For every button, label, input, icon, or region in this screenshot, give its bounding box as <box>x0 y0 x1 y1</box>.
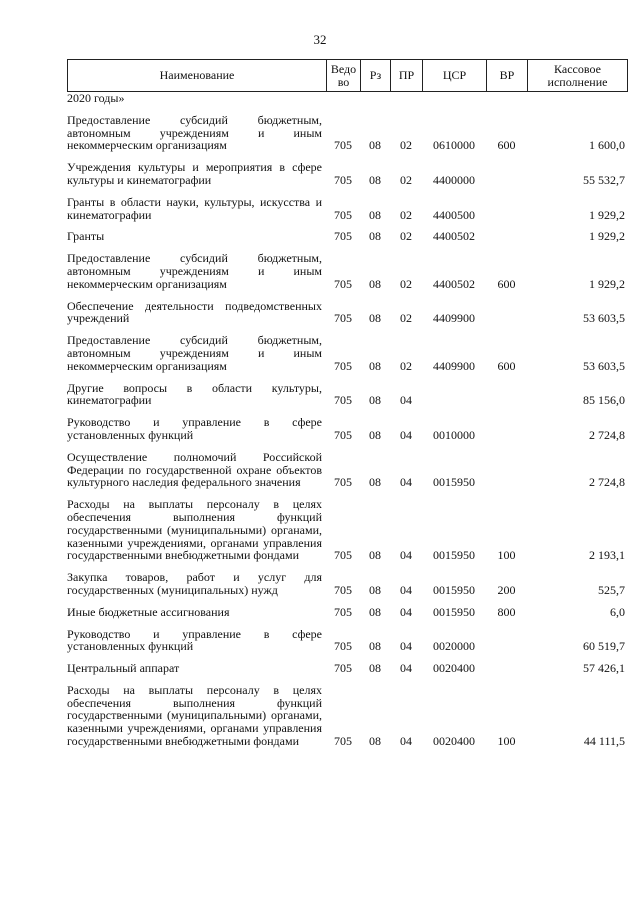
table-row <box>67 243 627 290</box>
page-number: 32 <box>313 32 327 47</box>
header-rz: Рз <box>361 60 391 92</box>
row-rz: 08 <box>369 734 381 749</box>
header-vr: ВР <box>487 60 528 92</box>
row-ved: 705 <box>334 229 352 244</box>
row-pr: 02 <box>400 358 412 373</box>
row-pr: 04 <box>400 604 412 619</box>
row-ved: 705 <box>334 276 352 291</box>
row-ved: 705 <box>334 639 352 654</box>
table-row <box>67 373 627 408</box>
row-rz: 08 <box>369 229 381 244</box>
table-row <box>67 619 627 654</box>
row-sum: 53 603,5 <box>583 311 626 326</box>
row-pr: 02 <box>400 229 412 244</box>
row-sum: 525,7 <box>598 582 626 597</box>
row-vr: 800 <box>497 604 516 619</box>
table-row <box>67 407 627 442</box>
table-row <box>67 221 627 243</box>
row-name: Гранты <box>67 229 105 244</box>
row-sum: 1 929,2 <box>589 207 626 222</box>
row-csr: 4400502 <box>433 276 475 291</box>
row-csr: 4409900 <box>433 358 475 373</box>
row-sum: 1 929,2 <box>589 276 626 291</box>
row-rz: 08 <box>369 604 381 619</box>
row-rz: 08 <box>369 427 381 442</box>
header-pr: ПР <box>391 60 423 92</box>
row-sum: 44 111,5 <box>583 734 626 749</box>
row-name: Иные бюджетные ассигнования <box>67 604 230 619</box>
row-csr: 0015950 <box>433 548 475 563</box>
row-pr: 04 <box>400 393 412 408</box>
row-ved: 705 <box>334 548 352 563</box>
row-csr: 4400502 <box>433 229 475 244</box>
table-row <box>67 562 627 597</box>
row-sum: 1 600,0 <box>589 138 626 153</box>
row-pr: 04 <box>400 582 412 597</box>
row-ved: 705 <box>334 661 352 676</box>
row-ved: 705 <box>334 393 352 408</box>
row-name: Гранты в области науки, культуры, искусства и кинематографии <box>67 194 322 222</box>
row-sum: 57 426,1 <box>583 661 626 676</box>
row-vr <box>486 221 527 243</box>
row-rz: 08 <box>369 639 381 654</box>
row-vr <box>486 619 527 654</box>
row-ved: 705 <box>334 604 352 619</box>
budget-table <box>67 92 627 748</box>
row-rz: 08 <box>369 393 381 408</box>
row-pr: 04 <box>400 475 412 490</box>
continuation-text: 2020 годы» <box>67 91 125 105</box>
row-rz: 08 <box>369 207 381 222</box>
row-sum: 85 156,0 <box>583 393 626 408</box>
row-csr: 0020400 <box>433 734 475 749</box>
row-name: Предоставление субсидий бюджетным, автономным учреждениям и иным некоммерческим организациям <box>67 112 322 153</box>
row-name: Центральный аппарат <box>67 661 180 676</box>
row-name: Другие вопросы в области культуры, кинематографии <box>67 380 322 408</box>
row-rz: 08 <box>369 548 381 563</box>
row-name: Расходы на выплаты персоналу в целях обеспечения выполнения функций государственными (муниципальными) органами, казенными учреждениями, органами управления государственными внебюджетными фондами <box>67 682 322 749</box>
row-vr: 600 <box>497 358 516 373</box>
row-sum: 53 603,5 <box>583 358 626 373</box>
row-vr <box>486 187 527 222</box>
row-vr <box>486 373 527 408</box>
row-name: Закупка товаров, работ и услуг для государственных (муниципальных) нужд <box>67 570 322 597</box>
row-pr: 04 <box>400 639 412 654</box>
row-csr: 0610000 <box>433 138 475 153</box>
table-row <box>67 597 627 619</box>
row-vr <box>486 653 527 675</box>
row-vr: 600 <box>497 138 516 153</box>
row-vr: 100 <box>497 734 516 749</box>
row-csr: 4400500 <box>433 207 475 222</box>
table-header <box>67 59 628 92</box>
row-name: Обеспечение деятельности подведомственных учреждений <box>67 298 322 326</box>
row-rz: 08 <box>369 661 381 676</box>
row-csr <box>422 373 486 408</box>
row-rz: 08 <box>369 138 381 153</box>
table-row <box>67 442 627 489</box>
row-name: Осуществление полномочий Российской Федерации по государственной охране объектов культурного наследия федерального значения <box>67 449 322 490</box>
table-row <box>67 675 627 748</box>
row-rz: 08 <box>369 311 381 326</box>
row-sum: 6,0 <box>610 604 626 619</box>
row-rz: 08 <box>369 475 381 490</box>
row-vr <box>486 152 527 187</box>
table-row <box>67 653 627 675</box>
header-kass: Кассовое исполнение <box>528 60 628 92</box>
row-name: Руководство и управление в сфере установленных функций <box>67 415 322 442</box>
row-ved: 705 <box>334 427 352 442</box>
row-ved: 705 <box>334 734 352 749</box>
row-vr <box>486 442 527 489</box>
row-csr: 0015950 <box>433 582 475 597</box>
row-ved: 705 <box>334 207 352 222</box>
row-rz: 08 <box>369 172 381 187</box>
row-rz: 08 <box>369 358 381 373</box>
row-csr: 0020000 <box>433 639 475 654</box>
row-csr: 4400000 <box>433 172 475 187</box>
header-name: Наименование <box>68 60 327 92</box>
header-ved: Ведо во <box>327 60 361 92</box>
row-name: Предоставление субсидий бюджетным, автономным учреждениям и иным некоммерческим организациям <box>67 251 322 291</box>
row-sum: 55 532,7 <box>583 172 626 187</box>
row-ved: 705 <box>334 172 352 187</box>
row-name: Руководство и управление в сфере установленных функций <box>67 626 322 654</box>
row-pr: 04 <box>400 427 412 442</box>
row-name: Предоставление субсидий бюджетным, автономным учреждениям и иным некоммерческим организациям <box>67 333 322 373</box>
row-pr: 02 <box>400 311 412 326</box>
row-pr: 04 <box>400 661 412 676</box>
row-ved: 705 <box>334 358 352 373</box>
row-vr: 600 <box>497 276 516 291</box>
row-pr: 02 <box>400 207 412 222</box>
table-row <box>67 152 627 187</box>
row-vr: 100 <box>497 548 516 563</box>
row-pr: 04 <box>400 548 412 563</box>
row-ved: 705 <box>334 582 352 597</box>
table-row <box>67 187 627 222</box>
table-row <box>67 105 627 152</box>
header-csr: ЦСР <box>423 60 487 92</box>
row-ved: 705 <box>334 475 352 490</box>
row-csr: 0015950 <box>433 475 475 490</box>
row-vr <box>486 407 527 442</box>
row-sum: 2 724,8 <box>589 475 626 490</box>
row-sum: 2 193,1 <box>589 548 626 563</box>
row-vr: 200 <box>497 582 516 597</box>
row-sum: 1 929,2 <box>589 229 626 244</box>
table-row <box>67 325 627 372</box>
row-pr: 04 <box>400 734 412 749</box>
row-sum: 60 519,7 <box>583 639 626 654</box>
row-rz: 08 <box>369 276 381 291</box>
row-ved: 705 <box>334 311 352 326</box>
row-csr: 0020400 <box>433 661 475 676</box>
row-sum: 2 724,8 <box>589 427 626 442</box>
row-csr: 0010000 <box>433 427 475 442</box>
row-pr: 02 <box>400 172 412 187</box>
row-pr: 02 <box>400 276 412 291</box>
row-vr <box>486 291 527 326</box>
row-pr: 02 <box>400 138 412 153</box>
row-name: Учреждения культуры и мероприятия в сфере культуры и кинематографии <box>67 160 322 187</box>
row-ved: 705 <box>334 138 352 153</box>
row-name: Расходы на выплаты персоналу в целях обеспечения выполнения функций государственными (муниципальными) органами, казенными учреждениями, органами управления государственными внебюджетными фондами <box>67 497 322 563</box>
table-row <box>67 489 627 562</box>
row-rz: 08 <box>369 582 381 597</box>
row-csr: 0015950 <box>433 604 475 619</box>
table-row <box>67 291 627 326</box>
row-csr: 4409900 <box>433 311 475 326</box>
